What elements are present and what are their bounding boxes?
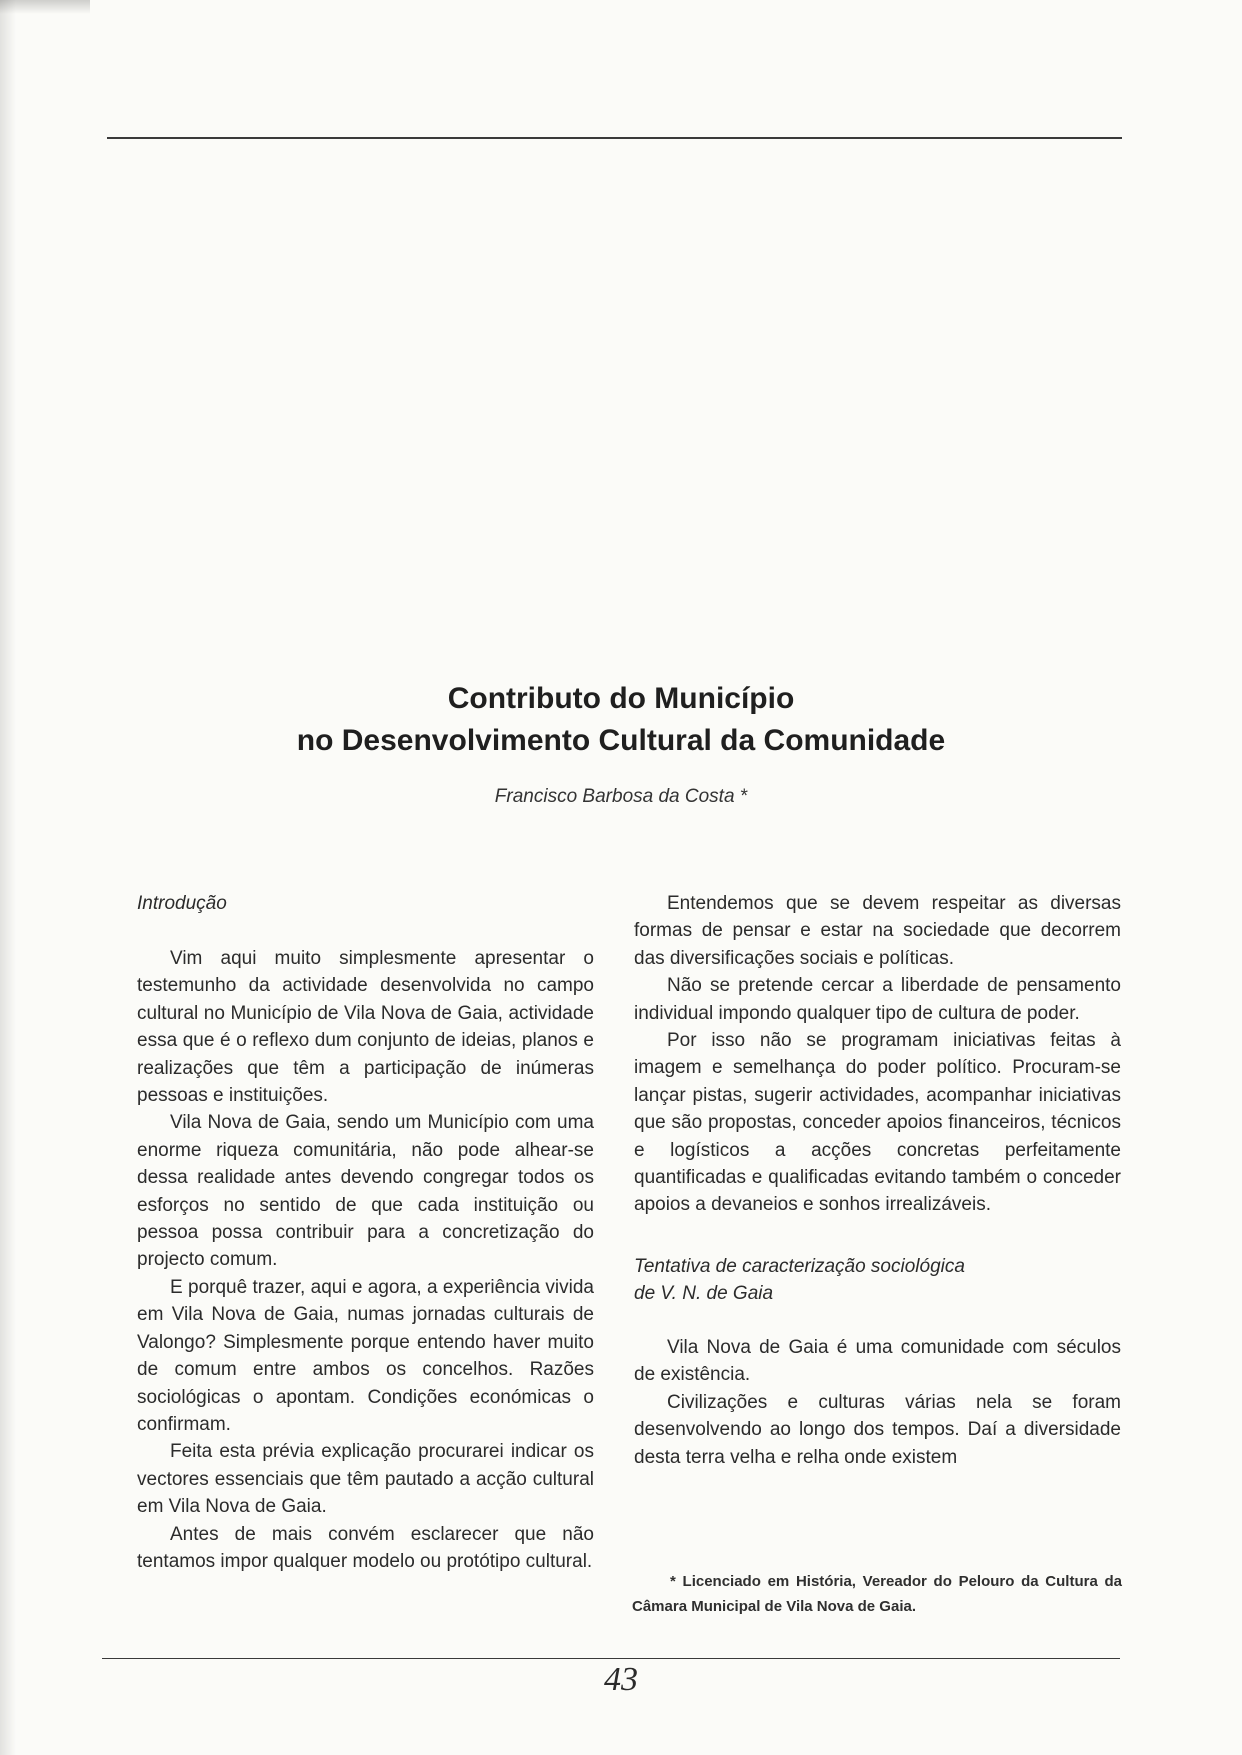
page-number: 43 <box>604 1661 638 1698</box>
header-rule <box>107 137 1122 139</box>
paragraph: Antes de mais convém esclarecer que não tentamos impor qualquer modelo ou protótipo cultural. <box>137 1523 594 1572</box>
section-heading-line-1: Tentativa de caracterização sociológica <box>634 1255 965 1277</box>
right-column <box>634 890 1121 1471</box>
scan-corner-mark <box>0 0 90 14</box>
paragraph: Vila Nova de Gaia, sendo um Município com uma enorme riqueza comunitária, não pode alhear-se dessa realidade antes devendo congregar todos os esforços no sentido de que cada instituição ou pessoa possa contribuir para a concretização do projecto comum. <box>137 1112 594 1271</box>
paragraph: Por isso não se programam iniciativas feitas à imagem e semelhança do poder político. Procuram-se lançar pistas, sugerir actividades, acompanhar iniciativas que são propostas, conceder apoios financeiros, técnicos e logísticos a acções concretas perfeitamente quantificadas e qualificadas evitando também o conceder apoios a devaneios e sonhos irrealizáveis. <box>634 1030 1121 1216</box>
article-header <box>0 678 1242 808</box>
paragraph: E porquê trazer, aqui e agora, a experiência vivida em Vila Nova de Gaia, numas jornadas culturais de Valongo? Simplesmente porque entendo haver muito de comum entre ambos os concelhos. Razões sociológicas o apontam. Condições económicas o confirmam. <box>137 1276 594 1435</box>
paragraph: Vim aqui muito simplesmente apresentar o testemunho da actividade desenvolvida no campo cultural no Município de Vila Nova de Gaia, actividade essa que é o reflexo dum conjunto de ideias, planos e realizações que têm a participação de inúmeras pessoas e instituições. <box>137 948 594 1107</box>
paragraph: Vila Nova de Gaia é uma comunidade com séculos de existência. <box>634 1336 1121 1386</box>
article-title-line-2: no Desenvolvimento Cultural da Comunidade <box>296 724 946 757</box>
section-heading-introduction: Introdução <box>137 893 227 914</box>
scan-shadow <box>0 0 16 1755</box>
paragraph: Civilizações e culturas várias nela se foram desenvolvendo ao longo dos tempos. Daí a diversidade desta terra velha e relha onde existem <box>634 1391 1121 1468</box>
left-column <box>137 890 594 1575</box>
footer-rule <box>102 1658 1120 1659</box>
article-author: Francisco Barbosa da Costa * <box>494 786 748 807</box>
paragraph: Não se pretende cercar a liberdade de pensamento individual impondo qualquer tipo de cultura de poder. <box>634 975 1121 1024</box>
section-heading-line-2: de V. N. de Gaia <box>634 1282 774 1304</box>
footnote: * Licenciado em História, Vereador do Pelouro da Cultura da Câmara Municipal de Vila Nova de Gaia. <box>632 1573 1122 1615</box>
section-heading-sociological <box>634 1253 1121 1307</box>
paragraph: Feita esta prévia explicação procurarei indicar os vectores essenciais que têm pautado a acção cultural em Vila Nova de Gaia. <box>137 1441 594 1518</box>
article-title-line-1: Contributo do Município <box>447 682 795 715</box>
paragraph: Entendemos que se devem respeitar as diversas formas de pensar e estar na sociedade que decorrem das diversificações sociais e políticas. <box>634 893 1121 969</box>
